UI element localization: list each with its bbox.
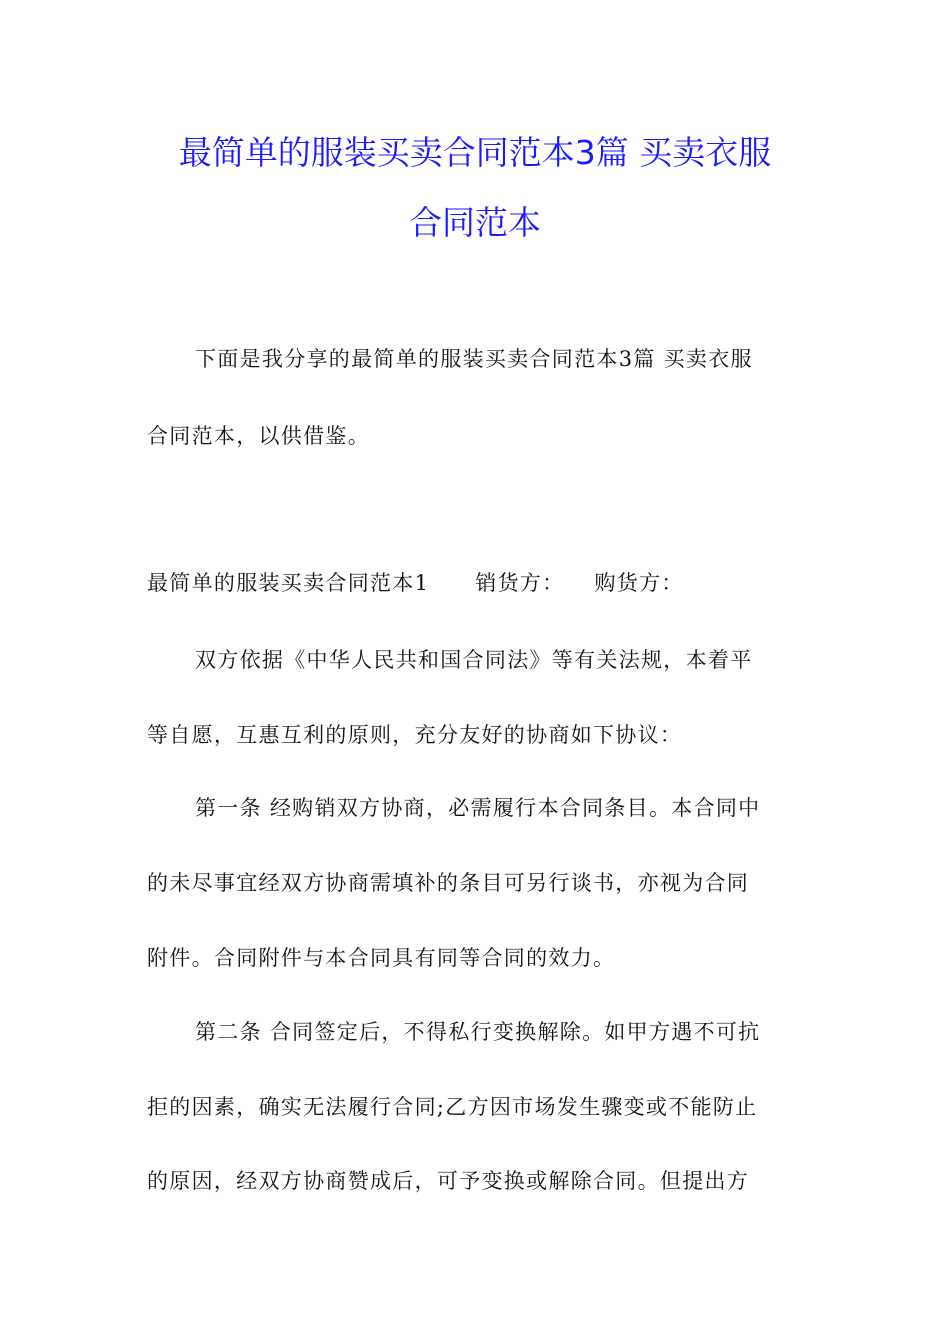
article-2-line-2: 拒的因素，确实无法履行合同;乙方因市场发生骤变或不能防止 <box>147 1095 758 1119</box>
contract-1-heading: 最简单的服装买卖合同范本1 <box>147 571 430 595</box>
article-2-line-1: 第二条 合同签定后，不得私行变换解除。如甲方遇不可抗 <box>195 1020 761 1044</box>
buyer-label: 购货方： <box>594 571 684 595</box>
intro-line-2: 合同范本，以供借鉴。 <box>147 424 370 448</box>
article-2-line-3: 的原因，经双方协商赞成后，可予变换或解除合同。但提出方 <box>147 1169 750 1193</box>
article-1-line-1: 第一条 经购销双方协商，必需履行本合同条目。本合同中 <box>195 796 761 820</box>
paragraph-1-line-1: 双方依据《中华人民共和国合同法》等有关法规，本着平 <box>195 648 753 672</box>
intro-line-1: 下面是我分享的最简单的服装买卖合同范本3篇 买卖衣服 <box>195 347 753 371</box>
paragraph-1-line-2: 等自愿，互惠互利的原则，充分友好的协商如下协议： <box>147 723 683 747</box>
contract-1-heading-row <box>147 568 817 598</box>
article-1-line-3: 附件。合同附件与本合同具有同等合同的效力。 <box>147 946 616 970</box>
document-title-line-2: 合同范本 <box>409 203 541 242</box>
document-title-line-1: 最简单的服装买卖合同范本3篇 买卖衣服 <box>178 133 772 172</box>
seller-label: 销货方： <box>475 571 565 595</box>
article-1-line-2: 的未尽事宜经双方协商需填补的条目可另行谈书，亦视为合同 <box>147 871 750 895</box>
